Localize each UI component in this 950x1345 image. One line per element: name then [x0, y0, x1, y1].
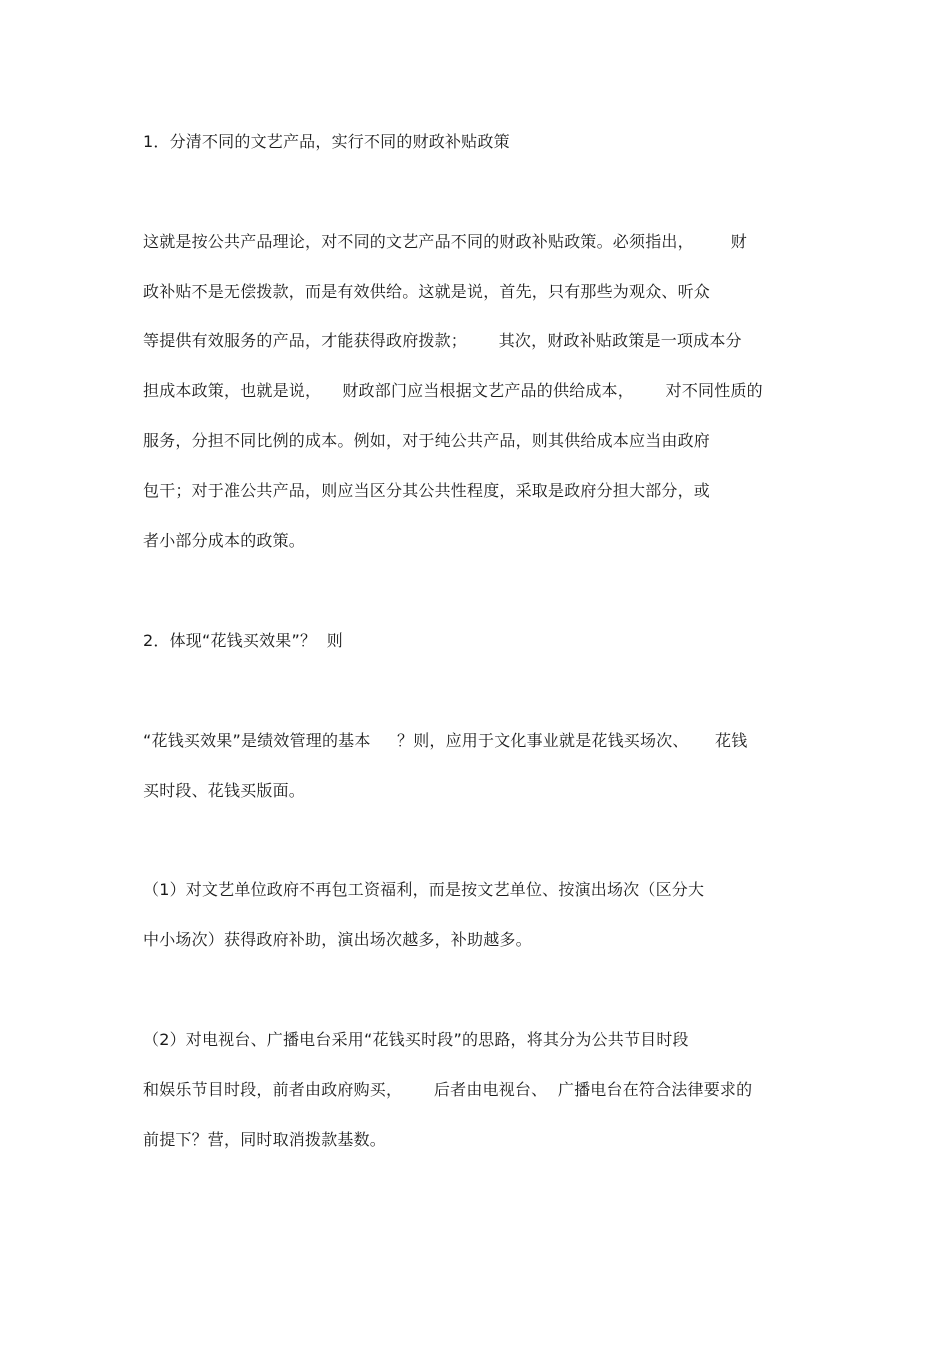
list-item-2-line-2: 和娱乐节目时段，前者由政府购买， 后者由电视台、 广播电台在符合法律要求的: [143, 1080, 753, 1099]
paragraph-1-line-4: 担成本政策，也就是说， 财政部门应当根据文艺产品的供给成本， 对不同性质的: [143, 381, 763, 400]
paragraph-1-line-7: 者小部分成本的政策。: [143, 531, 306, 550]
list-item-2-line-1: （2）对电视台、广播电台采用“花钱买时段”的思路，将其分为公共节目时段: [143, 1030, 689, 1049]
list-item-1-line-1: （1）对文艺单位政府不再包工资福利，而是按文艺单位、按演出场次（区分大: [143, 880, 705, 899]
paragraph-1-line-5: 服务，分担不同比例的成本。例如，对于纯公共产品，则其供给成本应当由政府: [143, 431, 711, 450]
paragraph-1-line-6: 包干；对于准公共产品，则应当区分其公共性程度，采取是政府分担大部分，或: [143, 481, 711, 500]
list-item-1-line-2: 中小场次）获得政府补助，演出场次越多，补助越多。: [143, 930, 532, 949]
paragraph-2-line-1: “花钱买效果”是绩效管理的基本 ？则，应用于文化事业就是花钱买场次、 花钱: [143, 731, 748, 750]
section-heading-1: 1．分清不同的文艺产品，实行不同的财政补贴政策: [143, 132, 510, 151]
paragraph-1-line-2: 政补贴不是无偿拨款，而是有效供给。这就是说，首先，只有那些为观众、听众: [143, 282, 711, 301]
list-item-2-line-3: 前提下？营，同时取消拨款基数。: [143, 1130, 387, 1149]
paragraph-1-line-3: 等提供有效服务的产品，才能获得政府拨款； 其次，财政补贴政策是一项成本分: [143, 331, 742, 350]
paragraph-1-line-1: 这就是按公共产品理论，对不同的文艺产品不同的财政补贴政策。必须指出， 财: [143, 232, 748, 251]
paragraph-2-line-2: 买时段、花钱买版面。: [143, 781, 306, 800]
section-heading-2: 2．体现“花钱买效果”？ 则: [143, 631, 343, 650]
